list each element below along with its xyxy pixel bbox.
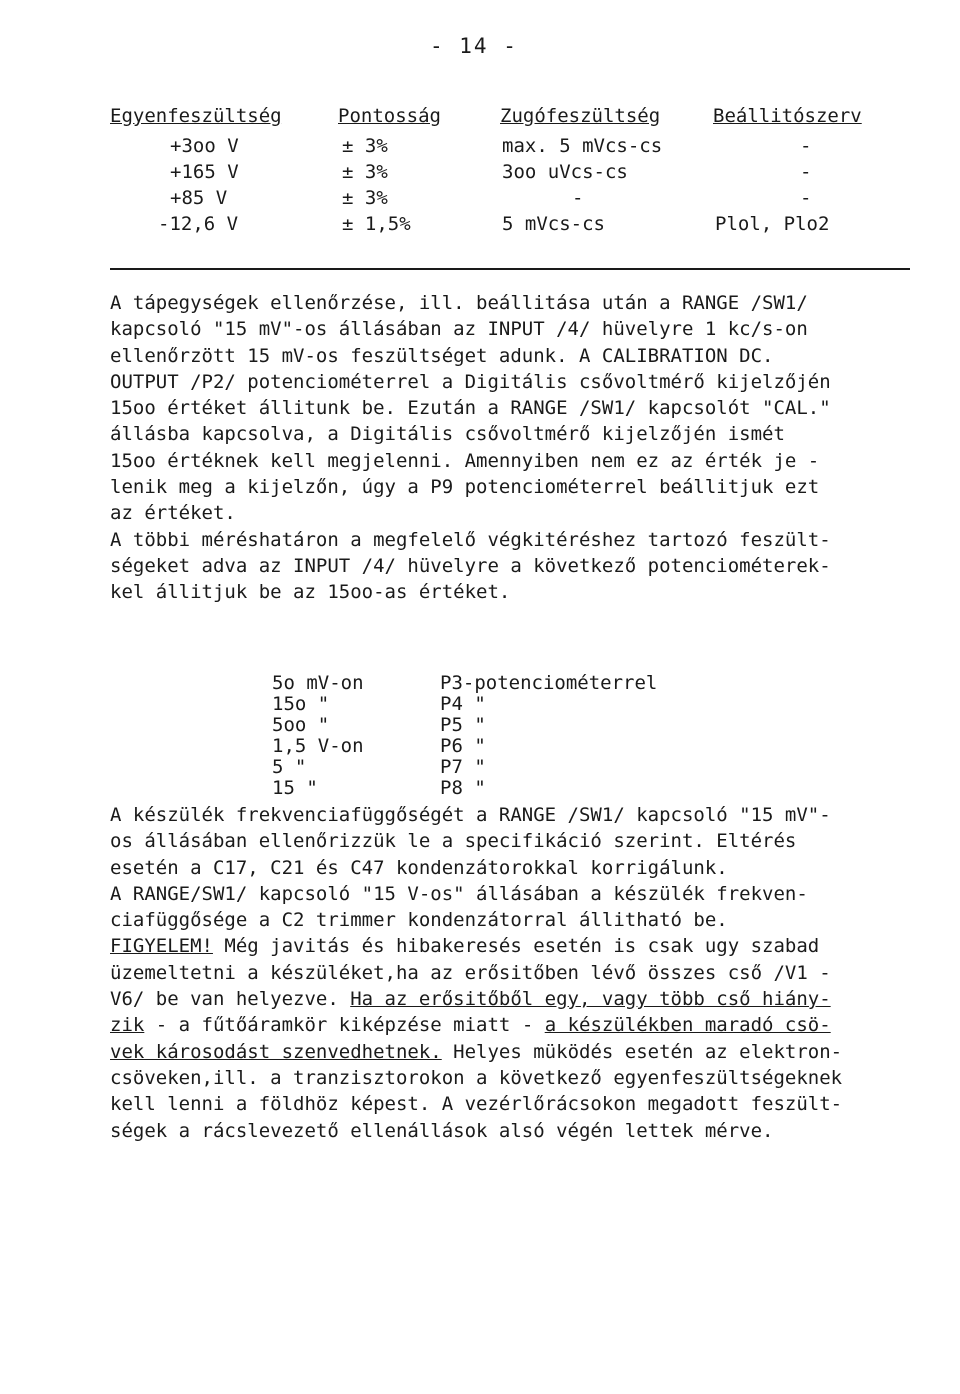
cell-voltage: +165 V — [170, 161, 239, 183]
text-line: 15oo értéket állitunk be. Ezután a RANGE /SW1/ kapcsolót "CAL." — [110, 397, 831, 420]
text-span: - a fűtőáramkör kiképzése miatt - — [144, 1014, 545, 1037]
table-row — [110, 135, 910, 161]
text-line: A tápegységek ellenőrzése, ill. beállitása után a RANGE /SW1/ — [110, 292, 808, 314]
range-label: 15 " — [272, 777, 318, 799]
text-line: ciafüggősége a C2 trimmer kondenzátorral állitható be. — [110, 909, 728, 932]
cell-ripple: 5 mVcs-cs — [502, 213, 605, 235]
range-label: 5oo " — [272, 714, 330, 736]
text-span: Még javitás és hibakeresés esetén is csak ugy szabad — [212, 935, 820, 958]
text-line: A készülék frekvenciafüggőségét a RANGE /SW1/ kapcsoló "15 mV"- — [110, 804, 831, 826]
cell-ripple: - — [572, 187, 584, 209]
text-line — [110, 933, 920, 959]
header-accuracy: Pontosság — [338, 105, 441, 127]
text-line: csöveken,ill. a tranzisztorokon a következő egyenfeszültségeknek — [110, 1066, 843, 1089]
cell-ripple: max. 5 mVcs-cs — [502, 135, 663, 157]
text-line: ségeket adva az INPUT /4/ hüvelyre a következő potenciométerek- — [110, 554, 831, 577]
cell-voltage: -12,6 V — [158, 213, 239, 235]
cell-adjuster: - — [800, 135, 812, 157]
text-line — [110, 1012, 920, 1038]
text-span: Helyes müködés esetén az elektron- — [441, 1040, 843, 1063]
header-adjuster: Beállitószerv — [713, 105, 862, 127]
cell-accuracy: ± 1,5% — [342, 213, 411, 235]
spec-table-header — [110, 105, 910, 135]
emphasis-span: a készülékben maradó csö- — [544, 1014, 831, 1037]
text-line — [110, 1039, 920, 1065]
table-row — [110, 213, 910, 239]
text-line: OUTPUT /P2/ potenciométerrel a Digitális csővoltmérő kijelzőjén — [110, 370, 831, 393]
text-line: ségek a rácslevezető ellenállások alsó végén lettek mérve. — [110, 1119, 774, 1142]
text-line: 15oo értéknek kell megjelenni. Amennyiben nem ez az érték je - — [110, 449, 820, 472]
text-span: V6/ be van helyezve. — [110, 988, 351, 1011]
text-line: ellenőrzött 15 mV-os feszültséget adunk. A CALIBRATION DC. — [110, 344, 774, 367]
header-ripple: Zugófeszültség — [500, 105, 661, 127]
cell-adjuster: Plol, Plo2 — [715, 213, 830, 235]
cell-adjuster: - — [800, 187, 812, 209]
emphasis-span: Ha az erősitőből egy, vagy több cső hiány- — [350, 988, 831, 1011]
range-label: 5o mV-on — [272, 672, 364, 694]
text-line: lenik meg a kijelzőn, úgy a P9 potenciométerrel beállitjuk ezt — [110, 476, 820, 499]
header-voltage: Egyenfeszültség — [110, 105, 282, 127]
text-line: os állásában ellenőrizzük le a specifikáció szerint. Eltérés — [110, 830, 797, 853]
cell-accuracy: ± 3% — [342, 187, 388, 209]
text-line: kapcsoló "15 mV"-os állásában az INPUT /4/ hüvelyre 1 kc/s-on — [110, 318, 808, 341]
emphasis-span: zik — [110, 1014, 145, 1037]
pot-label: P7 " — [440, 756, 486, 778]
cell-accuracy: ± 3% — [342, 135, 388, 157]
spec-table — [110, 105, 910, 239]
range-label: 5 " — [272, 756, 307, 778]
pot-label: P5 " — [440, 714, 486, 736]
text-line: üzemeltetni a készüléket,ha az erősitőben lévő összes cső /V1 - — [110, 961, 831, 984]
emphasis-span: vek károsodást szenvedhetnek. — [110, 1040, 442, 1063]
range-label: 15o " — [272, 693, 330, 715]
range-label: 1,5 V-on — [272, 735, 364, 757]
list-item — [272, 673, 732, 694]
cell-ripple: 3oo uVcs-cs — [502, 161, 628, 183]
text-line: A RANGE/SW1/ kapcsoló "15 V-os" állásában a készülék frekven- — [110, 882, 808, 905]
pot-label: P6 " — [440, 735, 486, 757]
potentiometer-list — [272, 673, 732, 799]
cell-adjuster: - — [800, 161, 812, 183]
text-line: állásba kapcsolva, a Digitális csővoltmérő kijelzőjén ismét — [110, 423, 785, 446]
text-line — [110, 986, 920, 1012]
text-line: az értéket. — [110, 502, 236, 525]
cell-voltage: +85 V — [170, 187, 228, 209]
list-item — [272, 757, 732, 778]
list-item — [272, 778, 732, 799]
pot-label: P8 " — [440, 777, 486, 799]
text-line: esetén a C17, C21 és C47 kondenzátorokkal korrigálunk. — [110, 856, 728, 879]
text-line: kel állitjuk be az 15oo-as értéket. — [110, 581, 511, 604]
list-item — [272, 694, 732, 715]
table-row — [110, 187, 910, 213]
pot-label: P4 " — [440, 693, 486, 715]
text-line: kell lenni a földhöz képest. A vezérlőrácsokon megadott feszült- — [110, 1093, 843, 1116]
list-item — [272, 736, 732, 757]
table-row — [110, 161, 910, 187]
list-item — [272, 715, 732, 736]
table-divider — [110, 268, 910, 270]
frequency-paragraph — [110, 802, 920, 1144]
cell-voltage: +3oo V — [170, 135, 239, 157]
text-line: A többi méréshatáron a megfelelő végkitéréshez tartozó feszült- — [110, 528, 831, 551]
page-number: - 14 - — [430, 34, 518, 58]
cell-accuracy: ± 3% — [342, 161, 388, 183]
calibration-paragraph — [110, 290, 920, 606]
pot-label: P3-potenciométerrel — [440, 672, 658, 694]
warning-label: FIGYELEM! — [110, 935, 213, 958]
